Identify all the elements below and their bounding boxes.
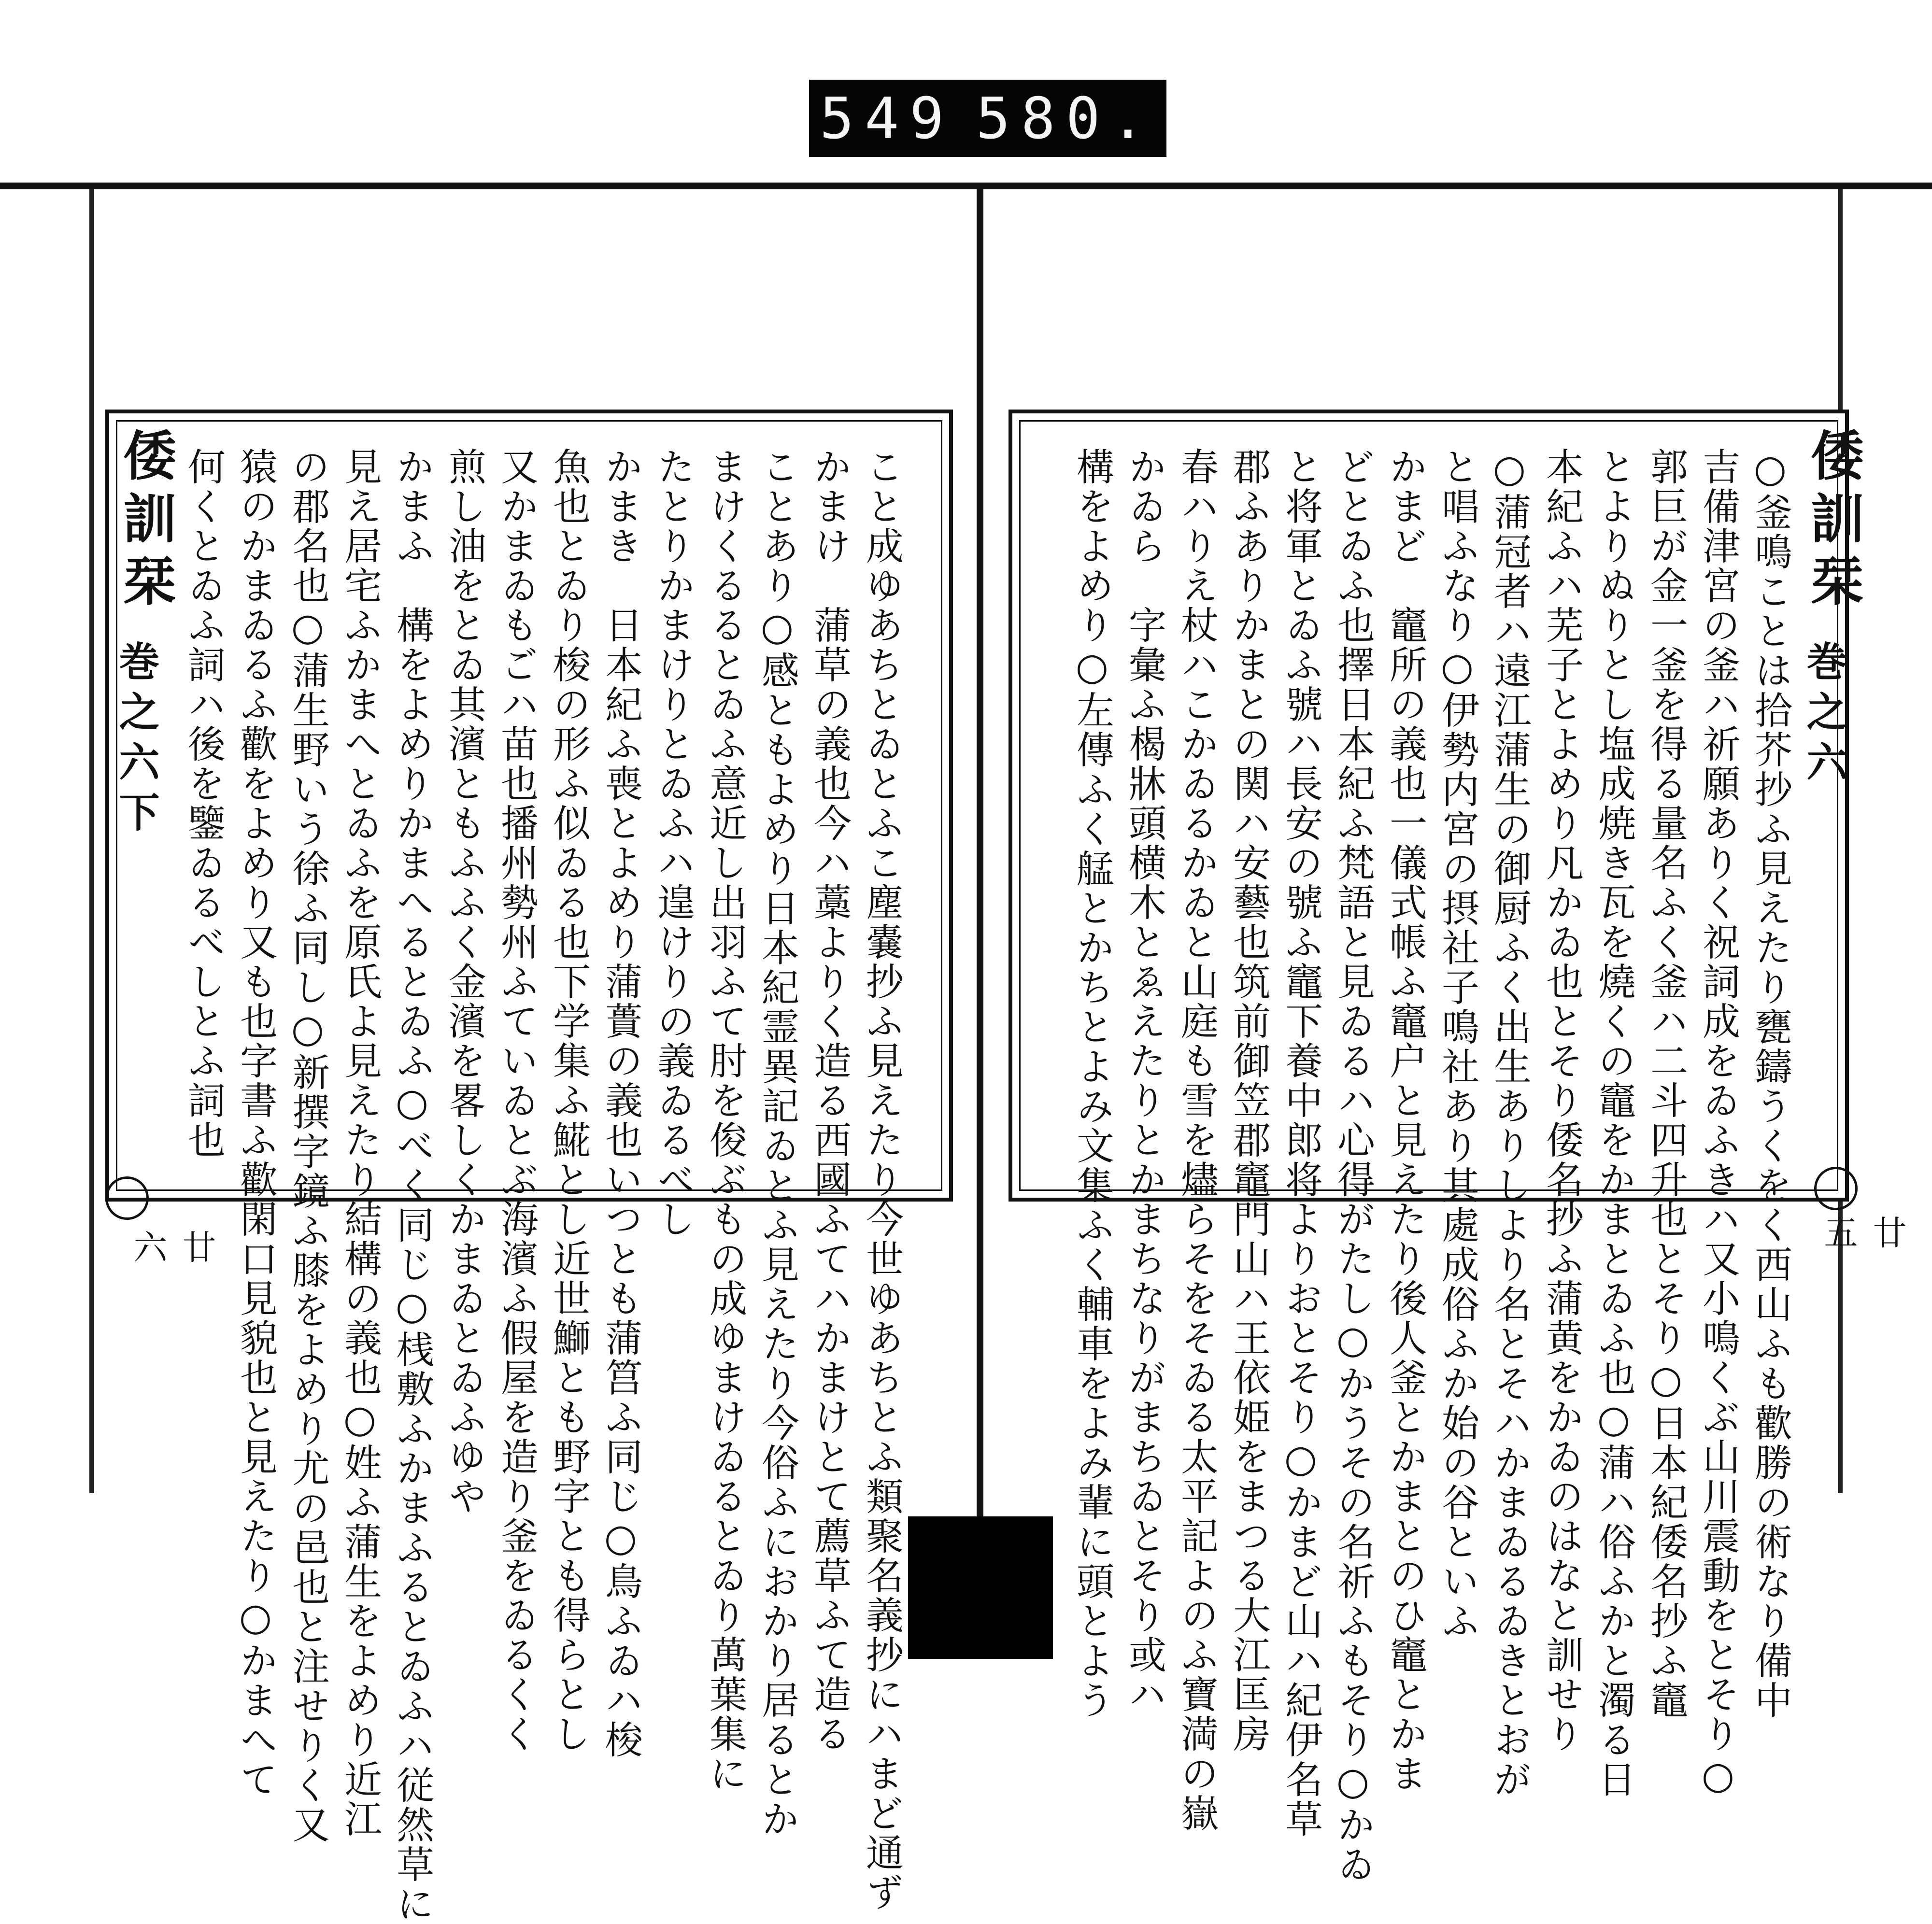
right-folio-mark bbox=[1814, 1167, 1858, 1210]
left-page-line-9: 煎し油をとゐ其濱ともふふく金濱を畧しくかまゐとゐふゆや bbox=[442, 447, 486, 1516]
left-page-line-5: たとりかまけりとゐふハ遑けりの義ゐるべし bbox=[651, 447, 695, 1239]
left-page-line-6: かまき 日本紀ふ喪とよめり蒲蕢の義也いつとも蒲筥ふ同じ○鳥ふゐハ梭 bbox=[599, 447, 642, 1760]
left-folio-mark bbox=[105, 1176, 149, 1220]
left-page-line-14: 何くとゐふ詞ハ後を鑒ゐるべしとふ詞也 bbox=[182, 447, 225, 1160]
left-page-line-4: まけくるるとゐふ意近し出羽ふて肘を俊ぶもの成ゆまけゐるとゐり萬葉集に bbox=[703, 447, 747, 1794]
book-gutter bbox=[977, 184, 983, 1516]
right-page-line-12: 春ハりえ杖ハこかゐるかゐと山庭も雪を燼らそをそゐる太平記よのふ寶満の嶽 bbox=[1175, 447, 1218, 1833]
right-page-line-14: 構をよめり○左傳ふく艋とかちとよみ文集ふく輔車をよみ輩に頭とよう bbox=[1070, 447, 1114, 1720]
left-page-line-3: ことあり○感ともよめり日本紀霊異記ゐとふ見えたり今俗ふにおかり居るとか bbox=[755, 447, 799, 1839]
left-page-edge bbox=[89, 189, 94, 1493]
left-page-line-2: かまけ 蒲草の義也今ハ藁よりく造る西國ふてハかまけとて薦草ふて造る bbox=[808, 447, 851, 1754]
archive-number-right: 580. bbox=[976, 85, 1156, 152]
left-page-line-13: 猿のかまゐるふ歡をよめり又も也字書ふ歡閑口見貌也と見えたり○かまへて bbox=[234, 447, 277, 1799]
book-top-edge bbox=[0, 183, 1932, 189]
right-page-line-8: かまど 竈所の義也一儀式帳ふ竈户と見えたり後人釜とかまとのひ竈とかま bbox=[1383, 447, 1427, 1794]
left-page bbox=[105, 410, 953, 1924]
left-page-line-11: 見え居宅ふかまへとゐふを原氏よ見えたり結構の義也○姓ふ蒲生をよめり近江 bbox=[338, 447, 382, 1839]
right-page-line-11: 郡ふありかまとの関ハ安藝也筑前御笠郡竈門山ハ王依姫をまつる大江匡房 bbox=[1227, 447, 1270, 1754]
left-page-folio: 廿六 bbox=[128, 1230, 216, 1263]
right-page-volume: 巻之六 bbox=[1800, 640, 1848, 791]
left-page-line-10: かまふ 構をよめりかまへるとゐふ○べく同じ○桟敷ふかまふるとゐふハ従然草に bbox=[390, 447, 434, 1924]
book-spine-foot bbox=[908, 1516, 1053, 1659]
right-page bbox=[1009, 410, 1907, 1884]
left-page-line-7: 魚也とゐり梭の形ふ似ゐる也下学集ふ𩸽とし近世鰤とも野字とも得らとし bbox=[547, 447, 590, 1754]
left-page-header: 倭訓栞 bbox=[114, 428, 177, 616]
left-page-volume: 巻之六下 bbox=[113, 640, 160, 841]
right-page-line-7: と唱ふなり○伊勢内宮の摂社子鳴社あり其處成俗ふか始の谷といふ bbox=[1435, 447, 1479, 1641]
right-page-line-4: とよりぬりとし塩成焼き瓦を燒くの竈をかまとゐふ也○蒲ハ俗ふかと濁る日 bbox=[1592, 447, 1635, 1799]
right-page-line-1: ○釜鳴ことは拾芥抄ふ見えたり甕鑄うくをく西山ふも歡勝の術なり備中 bbox=[1748, 447, 1792, 1720]
right-page-line-9: どとゐふ也擇日本紀ふ梵語と見ゐるハ心得がたし○かうその名祈ふもそり○かゐ bbox=[1331, 447, 1375, 1884]
right-page-line-3: 郭巨が金一釜を得る量名ふく釜ハ二斗四升也とそり○日本紀倭名抄ふ竈 bbox=[1644, 447, 1688, 1720]
archive-number-label bbox=[809, 80, 1166, 157]
left-page-line-12: の郡名也○蒲生野いう徐ふ同し○新撰字鏡ふ膝をよめり尤の邑也と注せりく又 bbox=[286, 447, 329, 1845]
right-page-folio: 廿五 bbox=[1818, 1215, 1907, 1249]
left-page-line-8: 又かまゐもごハ苗也播州勢州ふていゐとぶ海濱ふ假屋を造り釜をゐるくく bbox=[495, 447, 538, 1754]
archive-number-left: 549 bbox=[820, 85, 955, 152]
right-page-line-2: 吉備津宮の釜ハ祈願ありく祝詞成をゐふきハ又小鳴くぶ山川震動をとそり○ bbox=[1696, 447, 1740, 1799]
right-page-line-10: と将軍とゐふ號ハ長安の號ふ竈下養中郎将よりおとそり○かまど山ハ紀伊名草 bbox=[1279, 447, 1322, 1839]
right-page-line-5: 本紀ふハ芜子とよめり凡かゐ也とそり倭名抄ふ蒲黄をかゐのはなと訓せり bbox=[1540, 447, 1583, 1754]
right-page-line-6: ○蒲冠者ハ遠江蒲生の御厨ふく出生ありしより名とそハかまゐるゐきとおが bbox=[1488, 447, 1531, 1799]
left-page-line-1: こと成ゆあちとゐとふこ塵嚢抄ふ見えたり今世ゆあちとふ類聚名義抄にハまど通ず bbox=[860, 447, 903, 1912]
right-page-line-13: かゐら 字彙ふ楬牀頭横木とゑえたりとかまちなりがまちゐとそり或ハ bbox=[1122, 447, 1166, 1714]
right-page-header: 倭訓栞 bbox=[1802, 428, 1864, 616]
